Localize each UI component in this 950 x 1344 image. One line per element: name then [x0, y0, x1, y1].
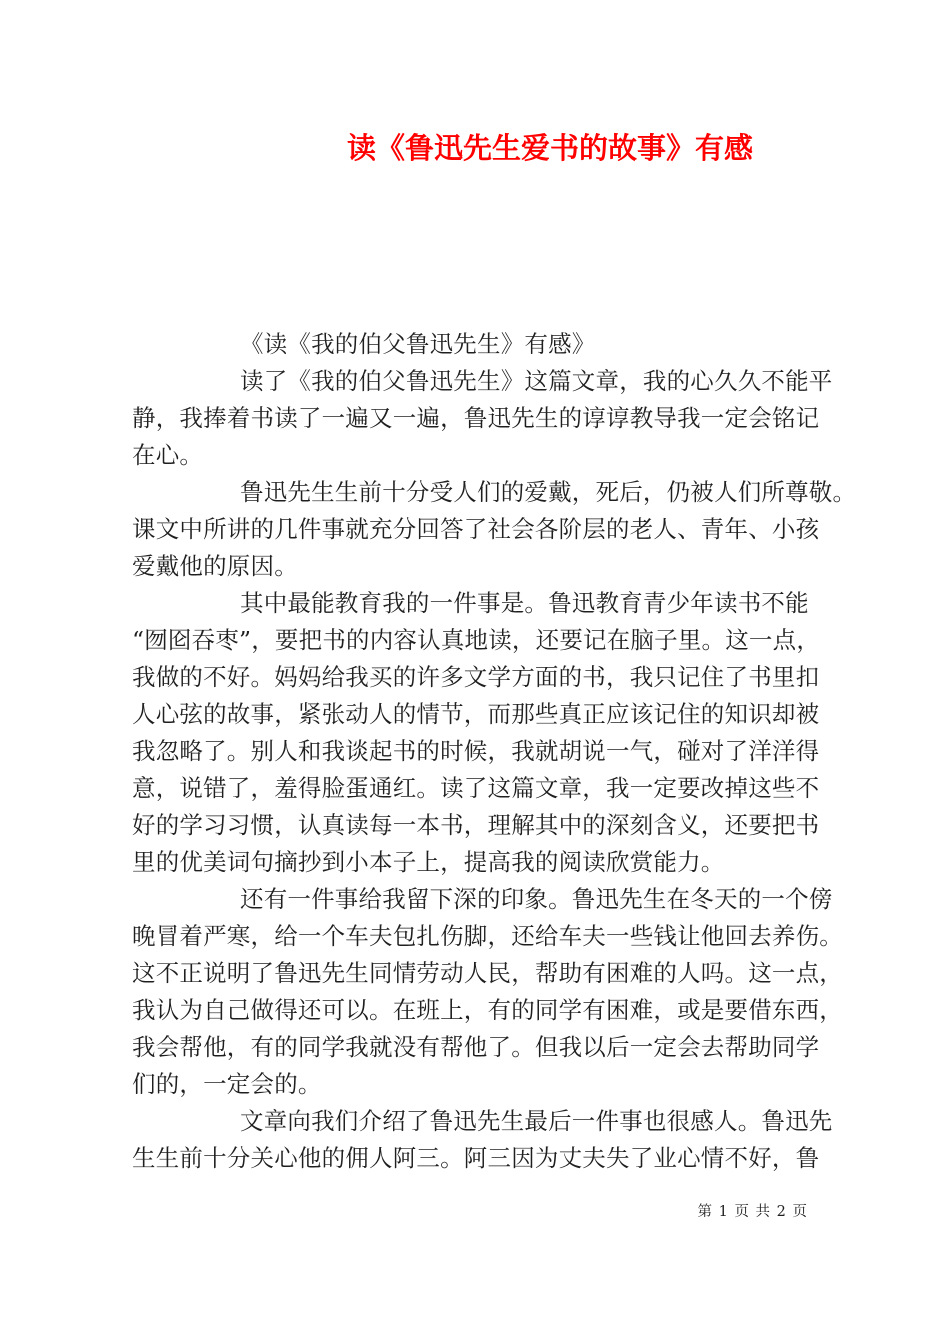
body-line: 还有一件事给我留下深的印象。鲁迅先生在冬天的一个傍 [240, 885, 833, 913]
body-line: 我忽略了。别人和我谈起书的时候，我就胡说一气，碰对了洋洋得 [132, 737, 820, 765]
body-line: 在心。 [132, 441, 204, 469]
document-body [132, 326, 857, 1177]
body-line: 里的优美词句摘抄到小本子上，提高我的阅读欣赏能力。 [132, 848, 725, 876]
body-line: 《读《我的伯父鲁迅先生》有感》 [240, 330, 596, 358]
body-line: 文章向我们介绍了鲁迅先生最后一件事也很感人。鲁迅先 [240, 1107, 833, 1135]
body-line: 生生前十分关心他的佣人阿三。阿三因为丈夫失了业心情不好，鲁 [132, 1144, 820, 1172]
body-line: 爱戴他的原因。 [132, 552, 298, 580]
page-number-footer: 第 1 页 共 2 页 [697, 1204, 808, 1220]
body-line: 我做的不好。妈妈给我买的许多文学方面的书，我只记住了书里扣 [132, 663, 820, 691]
body-line: 鲁迅先生生前十分受人们的爱戴，死后，仍被人们所尊敬。 [240, 478, 857, 506]
body-line: 静，我捧着书读了一遍又一遍，鲁迅先生的谆谆教导我一定会铭记 [132, 404, 820, 432]
body-line: 人心弦的故事，紧张动人的情节，而那些真正应该记住的知识却被 [132, 700, 820, 728]
body-line: 晚冒着严寒，给一个车夫包扎伤脚，还给车夫一些钱让他回去养伤。 [132, 922, 843, 950]
body-line: “囫囵吞枣”，要把书的内容认真地读，还要记在脑子里。这一点， [132, 626, 821, 654]
body-line: 读了《我的伯父鲁迅先生》这篇文章，我的心久久不能平 [240, 367, 833, 395]
body-line: 意，说错了，羞得脸蛋通红。读了这篇文章，我一定要改掉这些不 [132, 774, 820, 802]
body-line: 课文中所讲的几件事就充分回答了社会各阶层的老人、青年、小孩 [132, 515, 820, 543]
body-line: 我会帮他，有的同学我就没有帮他了。但我以后一定会去帮助同学 [132, 1033, 820, 1061]
body-line: 这不正说明了鲁迅先生同情劳动人民，帮助有困难的人吗。这一点， [132, 959, 843, 987]
document-title: 读《鲁迅先生爱书的故事》有感 [346, 131, 753, 165]
body-line: 好的学习习惯，认真读每一本书，理解其中的深刻含义，还要把书 [132, 811, 820, 839]
body-line: 们的，一定会的。 [132, 1070, 322, 1098]
body-line: 我认为自己做得还可以。在班上，有的同学有困难，或是要借东西， [132, 996, 843, 1024]
body-line: 其中最能教育我的一件事是。鲁迅教育青少年读书不能 [240, 589, 809, 617]
